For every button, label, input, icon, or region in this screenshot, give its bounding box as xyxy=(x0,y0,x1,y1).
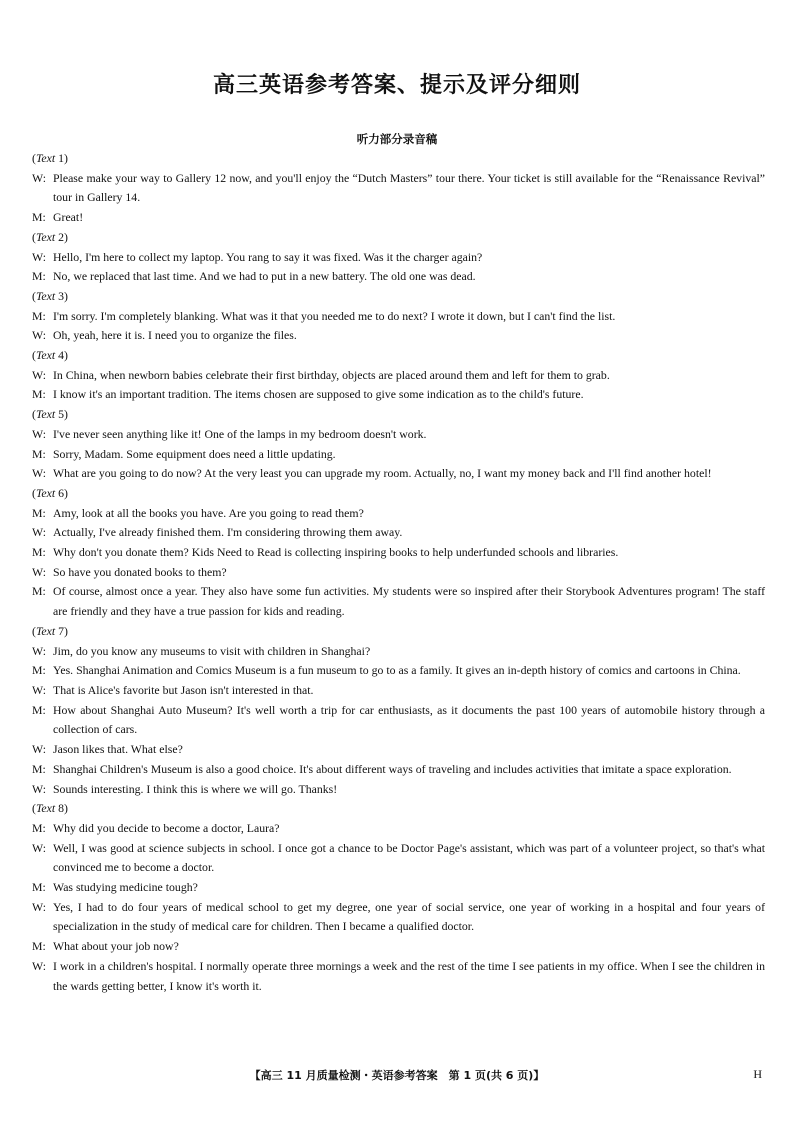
speaker-tag: M: xyxy=(32,387,46,402)
text-section-label xyxy=(32,799,765,819)
dialogue-text: Shanghai Children's Museum is also a good choice. It's about different ways of traveling and includes activities that imitate a space exploration. xyxy=(53,761,732,776)
dialogue-line xyxy=(32,740,765,760)
speaker-tag: M: xyxy=(32,663,46,678)
dialogue-text: Sounds interesting. I think this is where we will go. Thanks! xyxy=(53,781,338,796)
speaker-tag: W: xyxy=(32,564,46,579)
dialogue-text: Jason likes that. What else? xyxy=(53,742,183,757)
label-number: 8) xyxy=(55,801,68,816)
label-number: 7) xyxy=(55,623,68,638)
dialogue-text: Hello, I'm here to collect my laptop. You rang to say it was fixed. Was it the charger again? xyxy=(53,249,483,264)
listening-transcript xyxy=(32,149,765,996)
label-number: 3) xyxy=(55,288,68,303)
label-paren: ( xyxy=(32,623,36,638)
speaker-tag: M: xyxy=(32,702,46,717)
dialogue-text: Why did you decide to become a doctor, Laura? xyxy=(53,820,280,835)
speaker-tag: M: xyxy=(32,939,46,954)
dialogue-text: Yes, I had to do four years of medical school to get my degree, one year of social service, one year of working in a hospital and four years of specialization in the study of medical care for children. Then I became a qualified doctor. xyxy=(53,899,765,934)
label-word: Text xyxy=(35,229,56,244)
speaker-tag: W: xyxy=(32,781,46,796)
dialogue-text: Well, I was good at science subjects in school. I once got a chance to be Doctor Page's assistant, which was part of a volunteer project, so that's what convinced me to become a doctor. xyxy=(53,840,765,875)
dialogue-text: I know it's an important tradition. The items chosen are supposed to give some indication as to the child's future. xyxy=(53,387,584,402)
dialogue-line xyxy=(32,326,765,346)
text-section-label xyxy=(32,405,765,425)
dialogue-line xyxy=(32,366,765,386)
label-word: Text xyxy=(35,348,56,363)
dialogue-line xyxy=(32,445,765,465)
speaker-tag: M: xyxy=(32,446,46,461)
dialogue-line xyxy=(32,543,765,563)
speaker-tag: W: xyxy=(32,328,46,343)
dialogue-text: Why don't you donate them? Kids Need to Read is collecting inspiring books to help underfunded schools and libraries. xyxy=(53,545,619,560)
dialogue-text: Of course, almost once a year. They also have some fun activities. My students were so inspired after their Storybook Adventures program! The staff are friendly and they have a true passion for kids and reading. xyxy=(53,584,765,619)
dialogue-line xyxy=(32,425,765,445)
dialogue-text: Amy, look at all the books you have. Are you going to read them? xyxy=(53,505,364,520)
footer-version-code: H xyxy=(753,1067,762,1081)
speaker-tag: W: xyxy=(32,249,46,264)
speaker-tag: M: xyxy=(32,584,46,599)
dialogue-text: What are you going to do now? At the very least you can upgrade my room. Actually, no, I want my money back and I'll find another hotel! xyxy=(53,466,712,481)
dialogue-line xyxy=(32,169,765,208)
dialogue-text: No, we replaced that last time. And we had to put in a new battery. The old one was dead. xyxy=(53,269,476,284)
dialogue-text: I've never seen anything like it! One of the lamps in my bedroom doesn't work. xyxy=(53,426,427,441)
label-number: 2) xyxy=(55,229,68,244)
label-word: Text xyxy=(35,485,56,500)
text-section-label xyxy=(32,346,765,366)
dialogue-text: Jim, do you know any museums to visit with children in Shanghai? xyxy=(53,643,371,658)
speaker-tag: W: xyxy=(32,170,46,185)
label-word: Text xyxy=(35,801,56,816)
speaker-tag: M: xyxy=(32,210,46,225)
speaker-tag: M: xyxy=(32,545,46,560)
speaker-tag: W: xyxy=(32,426,46,441)
dialogue-line xyxy=(32,819,765,839)
label-word: Text xyxy=(35,151,56,165)
label-number: 1) xyxy=(55,151,68,165)
label-paren: ( xyxy=(32,229,36,244)
label-paren: ( xyxy=(32,801,36,816)
page-footer: 【高三 11 月质量检测・英语参考答案 第 1 页(共 6 页)】 xyxy=(249,1069,545,1082)
label-paren: ( xyxy=(32,485,36,500)
label-number: 6) xyxy=(55,485,68,500)
dialogue-line xyxy=(32,563,765,583)
dialogue-line xyxy=(32,504,765,524)
dialogue-line xyxy=(32,760,765,780)
speaker-tag: W: xyxy=(32,742,46,757)
dialogue-line xyxy=(32,839,765,878)
dialogue-text: How about Shanghai Auto Museum? It's well worth a trip for car enthusiasts, as it documents the past 100 years of automobile history through a collection of cars. xyxy=(53,702,765,737)
dialogue-line xyxy=(32,701,765,740)
dialogue-text: Please make your way to Gallery 12 now, and you'll enjoy the “Dutch Masters” tour there. Your ticket is still available for the “Renaissance Revival” tour in Gallery 14. xyxy=(53,170,765,205)
dialogue-line xyxy=(32,307,765,327)
speaker-tag: M: xyxy=(32,761,46,776)
speaker-tag: W: xyxy=(32,682,46,697)
speaker-tag: W: xyxy=(32,840,46,855)
dialogue-text: Actually, I've already finished them. I'm considering throwing them away. xyxy=(53,525,403,540)
dialogue-text: I'm sorry. I'm completely blanking. What was it that you needed me to do next? I wrote it down, but I can't find the list. xyxy=(53,308,616,323)
label-number: 4) xyxy=(55,348,68,363)
dialogue-line xyxy=(32,208,765,228)
dialogue-text: Great! xyxy=(53,210,84,225)
label-number: 5) xyxy=(55,407,68,422)
label-word: Text xyxy=(35,407,56,422)
speaker-tag: W: xyxy=(32,466,46,481)
dialogue-text: In China, when newborn babies celebrate their first birthday, objects are placed around them and left for them to grab. xyxy=(53,367,610,382)
dialogue-line xyxy=(32,681,765,701)
text-section-label xyxy=(32,484,765,504)
label-paren: ( xyxy=(32,151,36,165)
speaker-tag: W: xyxy=(32,367,46,382)
dialogue-text: Oh, yeah, here it is. I need you to organize the files. xyxy=(53,328,297,343)
dialogue-line xyxy=(32,523,765,543)
dialogue-line xyxy=(32,898,765,937)
dialogue-line xyxy=(32,582,765,621)
dialogue-line xyxy=(32,661,765,681)
label-paren: ( xyxy=(32,288,36,303)
speaker-tag: M: xyxy=(32,505,46,520)
dialogue-line xyxy=(32,385,765,405)
dialogue-text: That is Alice's favorite but Jason isn't interested in that. xyxy=(53,682,314,697)
speaker-tag: M: xyxy=(32,820,46,835)
dialogue-line xyxy=(32,957,765,996)
speaker-tag: W: xyxy=(32,899,46,914)
speaker-tag: W: xyxy=(32,525,46,540)
section-subtitle: 听力部分录音稿 xyxy=(356,132,438,146)
dialogue-line xyxy=(32,937,765,957)
dialogue-text: So have you donated books to them? xyxy=(53,564,227,579)
label-paren: ( xyxy=(32,407,36,422)
dialogue-text: Sorry, Madam. Some equipment does need a little updating. xyxy=(53,446,336,461)
text-section-label xyxy=(32,287,765,307)
text-section-label xyxy=(32,228,765,248)
dialogue-line xyxy=(32,780,765,800)
dialogue-text: What about your job now? xyxy=(53,939,179,954)
dialogue-line xyxy=(32,642,765,662)
label-word: Text xyxy=(35,288,56,303)
label-paren: ( xyxy=(32,348,36,363)
dialogue-line xyxy=(32,878,765,898)
speaker-tag: W: xyxy=(32,643,46,658)
dialogue-line xyxy=(32,267,765,287)
dialogue-text: I work in a children's hospital. I normally operate three mornings a week and the rest of the time I see patients in my office. When I see the children in the wards getting better, I know it's worth it. xyxy=(53,958,765,993)
speaker-tag: M: xyxy=(32,880,46,895)
speaker-tag: M: xyxy=(32,269,46,284)
speaker-tag: M: xyxy=(32,308,46,323)
text-section-label xyxy=(32,622,765,642)
dialogue-text: Yes. Shanghai Animation and Comics Museum is a fun museum to go to as a family. It gives an in-depth history of comics and cartoons in China. xyxy=(53,663,741,678)
dialogue-line xyxy=(32,248,765,268)
speaker-tag: W: xyxy=(32,958,46,973)
label-word: Text xyxy=(35,623,56,638)
dialogue-text: Was studying medicine tough? xyxy=(53,880,198,895)
page-title: 高三英语参考答案、提示及评分细则 xyxy=(212,73,581,98)
text-section-label xyxy=(32,149,765,169)
dialogue-line xyxy=(32,464,765,484)
